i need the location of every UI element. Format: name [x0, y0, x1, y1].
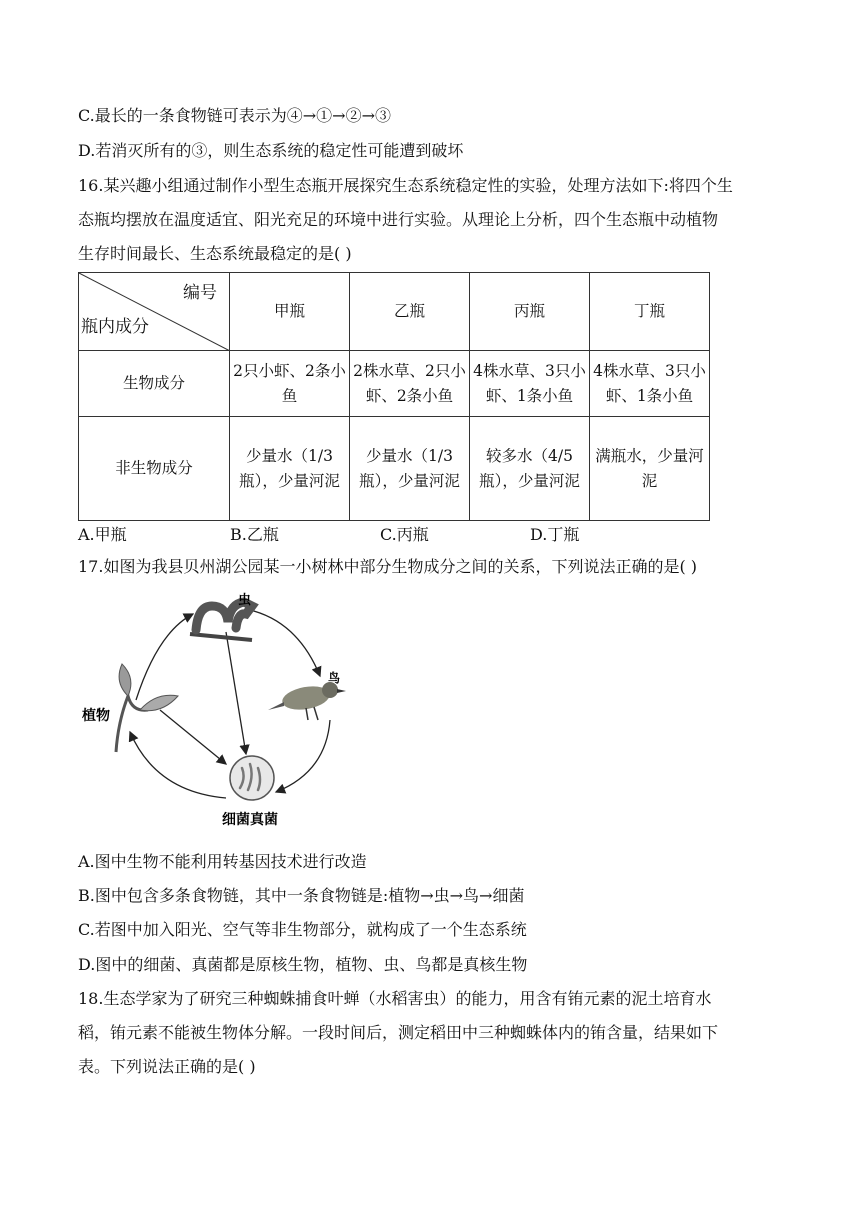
- arrow-insect-to-bird: [250, 610, 320, 676]
- plant-icon: [116, 664, 178, 752]
- cell-biotic-bing: 4株水草、3只小虾、1条小鱼: [470, 351, 590, 417]
- q17-option-c: C.若图中加入阳光、空气等非生物部分，就构成了一个生态系统: [78, 920, 527, 939]
- table-corner-cell: [79, 273, 230, 351]
- col-header-jia: 甲瓶: [230, 273, 350, 351]
- q16-options: [78, 522, 778, 544]
- q17-option-d: D.图中的细菌、真菌都是原核生物，植物、虫、鸟都是真核生物: [78, 955, 528, 974]
- arrow-plant-to-insect: [136, 614, 193, 700]
- q17-option-a: A.图中生物不能利用转基因技术进行改造: [78, 852, 367, 871]
- col-header-ding: 丁瓶: [590, 273, 710, 351]
- bird-icon: [268, 682, 346, 720]
- cell-abiotic-jia: 少量水（1/3瓶），少量河泥: [230, 417, 350, 521]
- corner-label-number: 编号: [183, 283, 217, 303]
- cell-biotic-ding: 4株水草、3只小虾、1条小鱼: [590, 351, 710, 417]
- q16-stem-line1: 16.某兴趣小组通过制作小型生态瓶开展探究生态系统稳定性的实验，处理方法如下:将四个生: [78, 176, 733, 195]
- q16-option-a: A.甲瓶: [78, 525, 127, 544]
- col-header-bing: 丙瓶: [470, 273, 590, 351]
- row-label-biotic: 生物成分: [79, 351, 230, 417]
- q18-stem-line1: 18.生态学家为了研究三种蜘蛛捕食叶蝉（水稻害虫）的能力，用含有铕元素的泥土培育水: [78, 989, 712, 1008]
- food-web-diagram: [78, 592, 378, 832]
- cell-biotic-jia: 2只小虾、2条小鱼: [230, 351, 350, 417]
- table-header-row: [79, 273, 710, 351]
- q16-stem-line3: 生存时间最长、生态系统最稳定的是( ): [78, 244, 352, 263]
- q15-option-d: D.若消灭所有的③，则生态系统的稳定性可能遭到破坏: [78, 141, 464, 160]
- label-plant: 植物: [82, 708, 110, 724]
- label-insect: 虫: [238, 593, 252, 608]
- q16-option-d: D.丁瓶: [530, 525, 580, 544]
- col-header-yi: 乙瓶: [350, 273, 470, 351]
- corner-label-components: 瓶内成分: [81, 317, 149, 337]
- ecobottle-table: [78, 272, 710, 521]
- cell-biotic-yi: 2株水草、2只小虾、2条小鱼: [350, 351, 470, 417]
- cell-abiotic-bing: 较多水（4/5瓶），少量河泥: [470, 417, 590, 521]
- arrow-insect-to-microbe: [226, 632, 246, 754]
- label-bird: 鸟: [328, 671, 341, 685]
- arrow-microbe-to-plant: [130, 732, 226, 798]
- q16-stem-line2: 态瓶均摆放在温度适宜、阳光充足的环境中进行实验。从理论上分析，四个生态瓶中动植物: [78, 210, 719, 229]
- q18-stem-line2: 稻，铕元素不能被生物体分解。一段时间后，测定稻田中三种蜘蛛体内的铕含量，结果如下: [78, 1023, 719, 1042]
- q16-option-b: B.乙瓶: [230, 525, 279, 544]
- q18-stem-line3: 表。下列说法正确的是( ): [78, 1057, 256, 1076]
- cell-abiotic-ding: 满瓶水，少量河泥: [590, 417, 710, 521]
- table-row-abiotic: [79, 417, 710, 521]
- label-bacteria-fungi: 细菌真菌: [222, 812, 278, 828]
- q17-option-b: B.图中包含多条食物链，其中一条食物链是:植物→虫→鸟→细菌: [78, 886, 525, 905]
- row-label-abiotic: 非生物成分: [79, 417, 230, 521]
- q17-stem: 17.如图为我县贝州湖公园某一小树林中部分生物成分之间的关系，下列说法正确的是( ): [78, 557, 698, 576]
- bacteria-fungi-icon: [230, 756, 274, 800]
- q15-option-c: C.最长的一条食物链可表示为④→①→②→③: [78, 106, 391, 125]
- table-row-biotic: [79, 351, 710, 417]
- cell-abiotic-yi: 少量水（1/3瓶），少量河泥: [350, 417, 470, 521]
- arrow-plant2-to-microbe: [160, 710, 226, 764]
- arrow-bird-to-microbe: [276, 720, 330, 792]
- q16-option-c: C.丙瓶: [380, 525, 429, 544]
